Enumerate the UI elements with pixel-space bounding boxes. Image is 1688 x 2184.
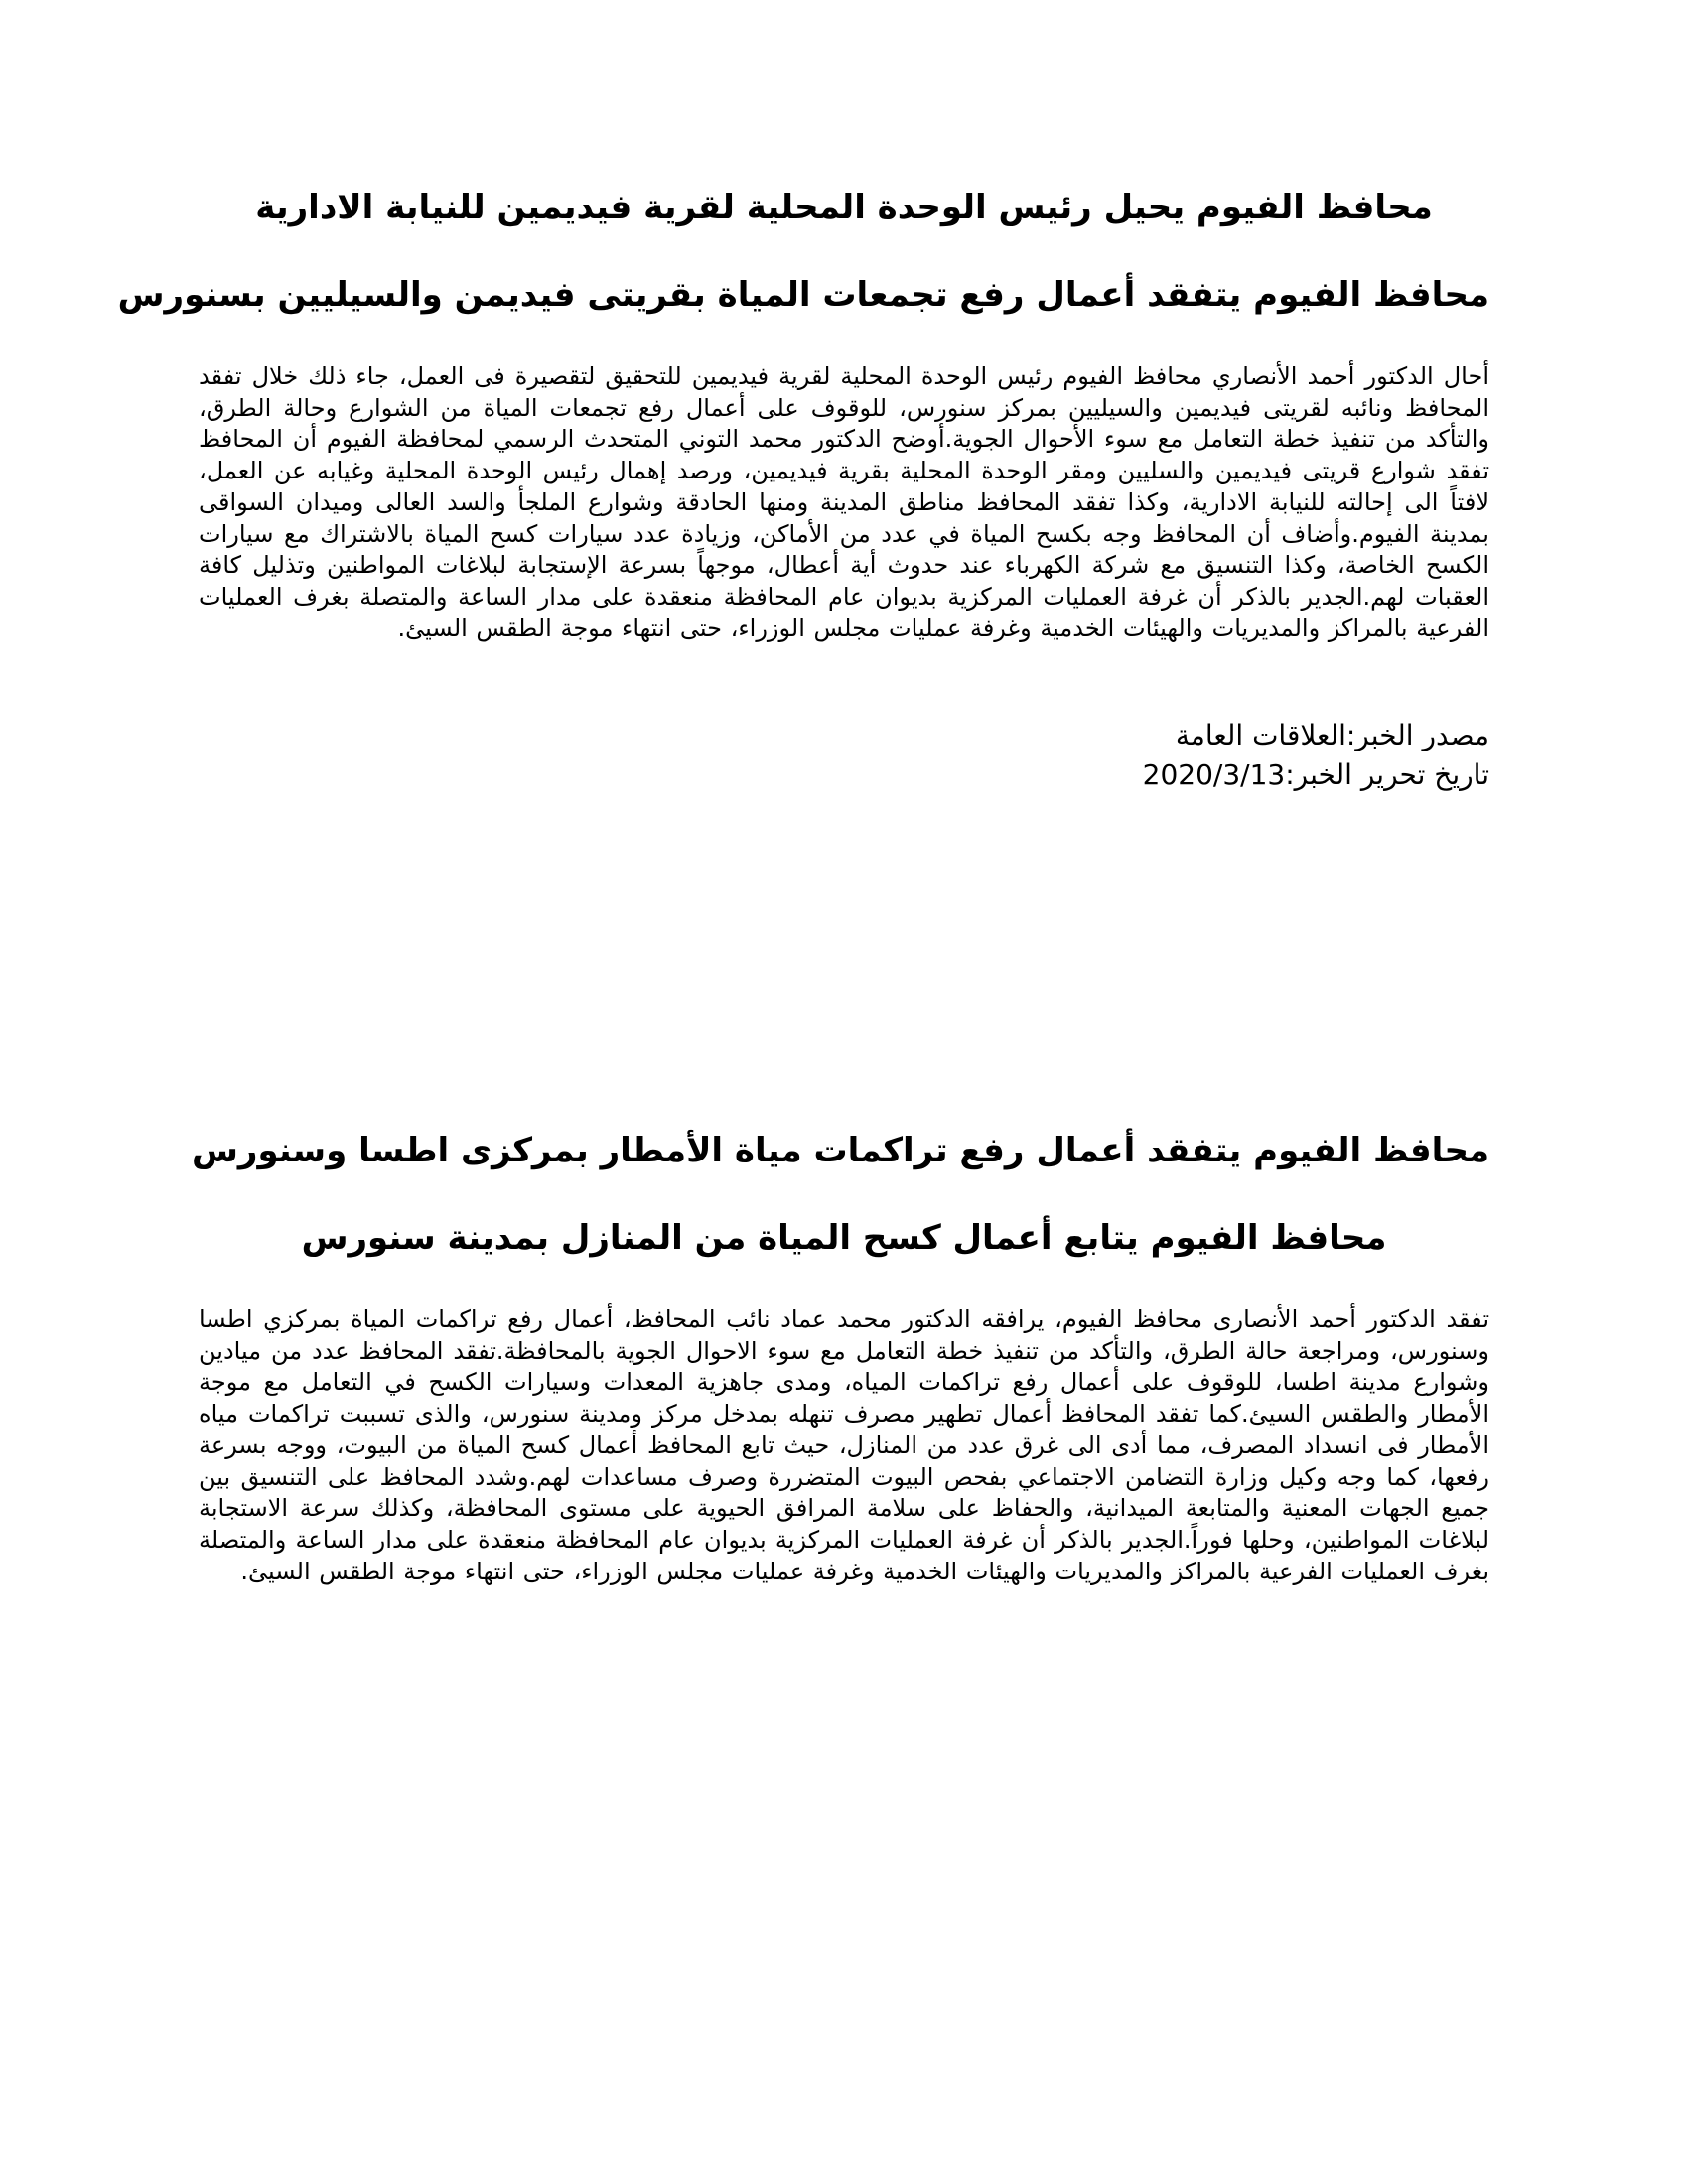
article-2 — [191, 1130, 1489, 1587]
article-1-body: أحال الدكتور أحمد الأنصاري محافظ الفيوم رئيس الوحدة المحلية لقرية فيديمين للتحقيق لتقصيرة فى العمل، جاء ذلك خلال تفقد المحافظ ونائبه لقريتى فيديمين والسيليين بمركز سنورس، للوقوف على أعمال رفع تجمعات المياة من الشوارع وحالة الطرق، والتأكد من تنفيذ خطة التعامل مع سوء الأحوال الجوية.أوضح الدكتور محمد التوني المتحدث الرسمي لمحافظة الفيوم أن المحافظ تفقد شوارع قريتى فيديمين والسليين ومقر الوحدة المحلية بقرية فيديمين، ورصد إهمال رئيس الوحدة المحلية وغيابه عن العمل، لافتاً الى إحالته للنيابة الادارية، وكذا تفقد المحافظ مناطق المدينة ومنها الحادقة وشوارع الملجأ والسد العالى وميدان السواقى بمدينة الفيوم.وأضاف أن المحافظ وجه بكسح المياة في عدد من الأماكن، وزيادة عدد سيارات كسح المياة بالاشتراك مع سيارات الكسح الخاصة، وكذا التنسيق مع شركة الكهرباء عند حدوث أية أعطال، موجهاً بسرعة الإستجابة لبلاغات المواطنين وتذليل كافة العقبات لهم.الجدير بالذكر أن غرفة العمليات المركزية بديوان عام المحافظة منعقدة على مدار الساعة والمتصلة بغرف العمليات الفرعية بالمراكز والمديريات والهيئات الخدمية وغرفة عمليات مجلس الوزراء، حتى انتهاء موجة الطقس السيئ. — [199, 362, 1489, 642]
article-1-meta — [199, 716, 1489, 795]
article-2-body: تفقد الدكتور أحمد الأنصارى محافظ الفيوم، يرافقه الدكتور محمد عماد نائب المحافظ، أعمال رفع تراكمات المياة بمركزي اطسا وسنورس، ومراجعة حالة الطرق، والتأكد من تنفيذ خطة التعامل مع سوء الاحوال الجوية بالمحافظة.تفقد المحافظ عدد من ميادين وشوارع مدينة اطسا، للوقوف على أعمال رفع تراكمات المياه، ومدى جاهزية المعدات وسيارات الكسح في التعامل مع موجة الأمطار والطقس السيئ.كما تفقد المحافظ أعمال تطهير مصرف تنهله بمدخل مركز ومدينة سنورس، والذى تسببت تراكمات مياه الأمطار فى انسداد المصرف، مما أدى الى غرق عدد من المنازل، حيث تابع المحافظ أعمال كسح المياة من البيوت، ووجه بسرعة رفعها، كما وجه وكيل وزارة التضامن الاجتماعي بفحص البيوت المتضررة وصرف مساعدات لهم.وشدد المحافظ على التنسيق بين جميع الجهات المعنية والمتابعة الميدانية، والحفاظ على سلامة المرافق الحيوية على مستوى المحافظة، وكذلك سرعة الاستجابة لبلاغات المواطنين، وحلها فوراً.الجدير بالذكر أن غرفة العمليات المركزية بديوان عام المحافظة منعقدة على مدار الساعة والمتصلة بغرف العمليات الفرعية بالمراكز والمديريات والهيئات الخدمية وغرفة عمليات مجلس الوزراء، حتى انتهاء موجة الطقس السيئ. — [199, 1305, 1489, 1585]
article-1 — [117, 0, 1489, 795]
article-2-subheadline: محافظ الفيوم يتابع أعمال كسح المياة من المنازل بمدينة سنورس — [301, 1218, 1387, 1258]
article-2-headline: محافظ الفيوم يتفقد أعمال رفع تراكمات مياة الأمطار بمركزى اطسا وسنورس — [191, 1131, 1489, 1170]
document-content — [117, 0, 1489, 1585]
news-date: تاريخ تحرير الخبر:2020/3/13 — [1142, 758, 1489, 792]
article-1-headline: محافظ الفيوم يحيل رئيس الوحدة المحلية لقرية فيديمين للنيابة الادارية — [255, 188, 1433, 227]
news-source: مصدر الخبر:العلاقات العامة — [1175, 719, 1489, 752]
article-1-subheadline: محافظ الفيوم يتفقد أعمال رفع تجمعات المياة بقريتى فيديمن والسيليين بسنورس — [117, 275, 1489, 315]
